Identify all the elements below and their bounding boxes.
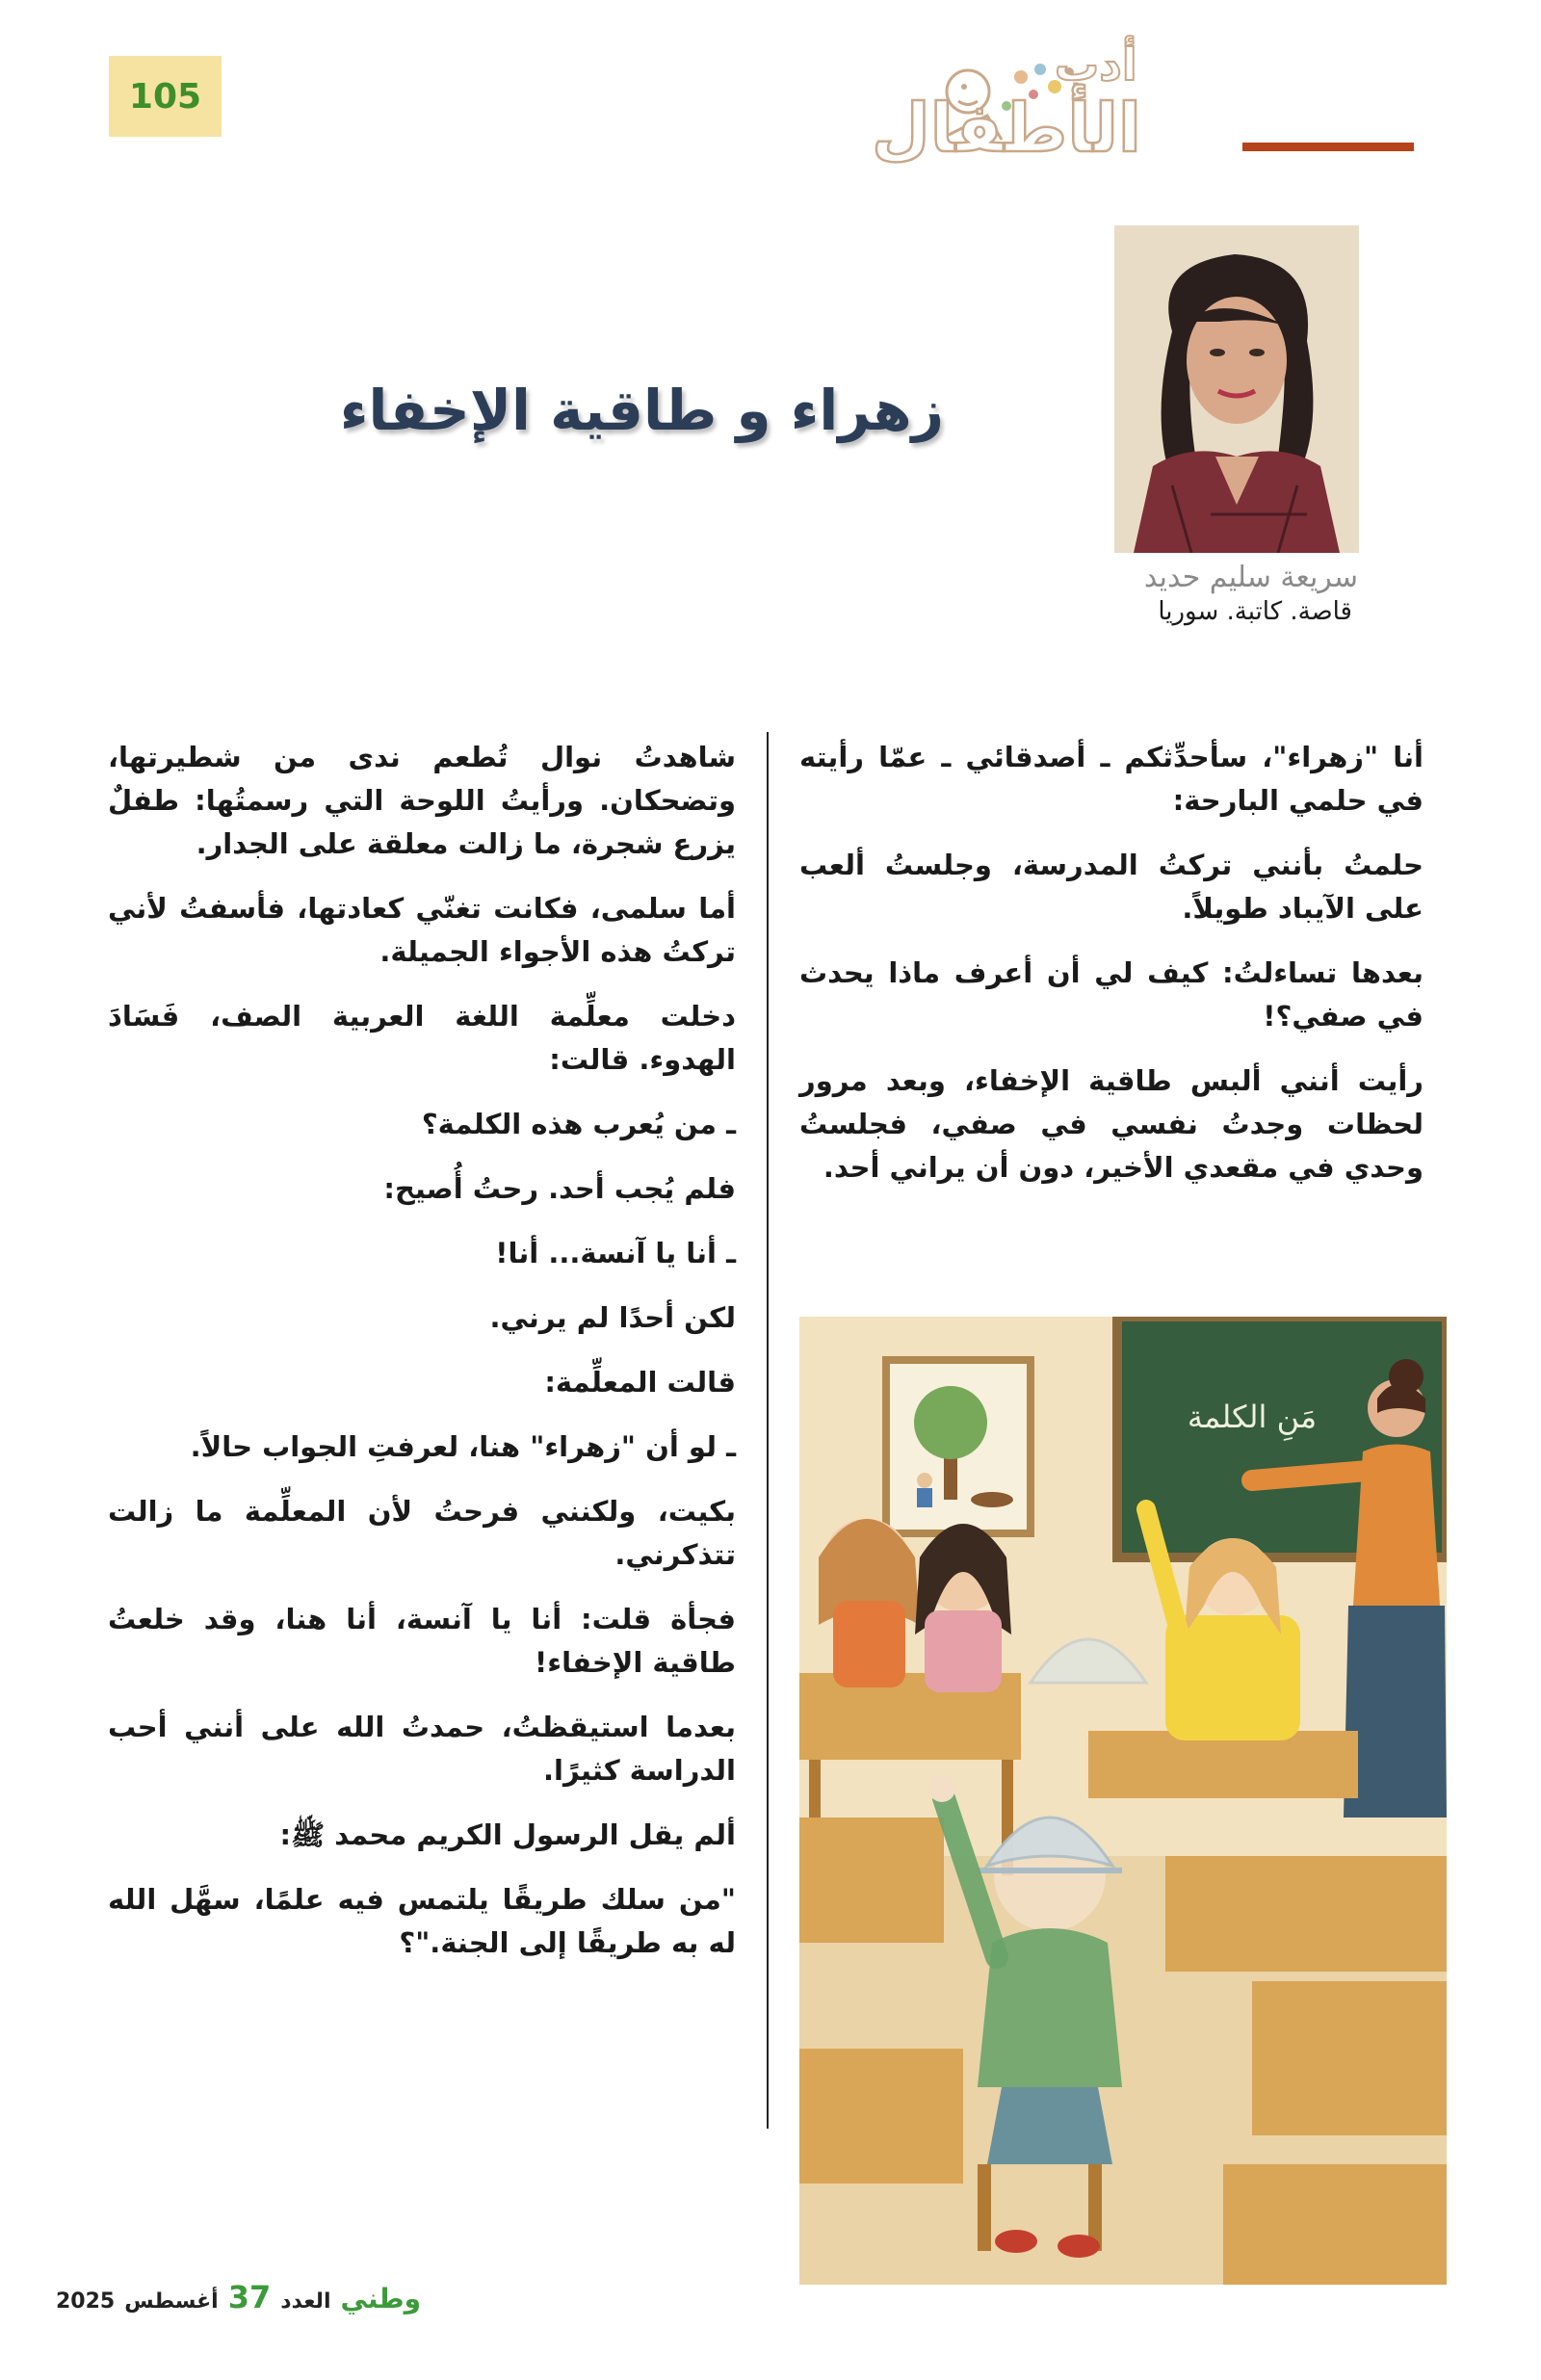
paragraph: قالت المعلِّمة: — [544, 1366, 736, 1399]
section-title-top: أدب — [1055, 39, 1137, 91]
author-name: سريعة سليم حديد — [1143, 561, 1358, 594]
magazine-name: وطني — [340, 2283, 422, 2315]
paragraph: بعدما استيقظتُ، حمدتُ الله على أنني أحب الدراسة كثيرًا. — [108, 1711, 736, 1787]
issue-month: أغسطس — [124, 2289, 219, 2314]
paragraph: أنا "زهراء"، سأحدِّثكم ـ أصدقائي ـ عمّا رأيته في حلمي البارحة: — [799, 741, 1423, 817]
section-underline — [1242, 143, 1414, 151]
article-column-left — [108, 736, 736, 1986]
page-number: 105 — [109, 56, 222, 137]
paragraph: ـ لو أن "زهراء" هنا، لعرفتِ الجواب حالاً. — [190, 1430, 736, 1463]
classroom-illustration — [799, 1317, 1447, 2285]
paragraph: "من سلك طريقًا يلتمس فيه علمًا، سهَّل الله له به طريقًا إلى الجنة."؟ — [108, 1883, 736, 1959]
paragraph: حلمتُ بأنني تركتُ المدرسة، وجلستُ ألعب على الآيباد طويلاً. — [799, 849, 1423, 925]
footer — [56, 2279, 421, 2315]
paragraph: ـ من يُعرب هذه الكلمة؟ — [421, 1108, 736, 1140]
paragraph: فجأة قلت: أنا يا آنسة، أنا هنا، وقد خلعتُ طاقية الإخفاء! — [108, 1603, 736, 1679]
issue-label: العدد — [280, 2289, 331, 2314]
paragraph: بكيت، ولكنني فرحتُ لأن المعلِّمة ما زالت تتذكرني. — [108, 1495, 736, 1571]
paragraph: دخلت معلِّمة اللغة العربية الصف، فَسَادَ الهدوء. قالت: — [108, 1000, 736, 1076]
paragraph: رأيت أنني ألبس طاقية الإخفاء، وبعد مرور لحظات وجدتُ نفسي في صفي، فجلستُ وحدي في مقعدي الأخير، دون أن يراني أحد. — [799, 1064, 1423, 1184]
paragraph: لكن أحدًا لم يرني. — [489, 1301, 736, 1334]
paragraph: بعدها تساءلتُ: كيف لي أن أعرف ماذا يحدث في صفي؟! — [799, 956, 1423, 1033]
article-title: زهراء و طاقية الإخفاء — [339, 378, 944, 443]
paragraph: ألم يقل الرسول الكريم محمد ﷺ: — [279, 1818, 736, 1851]
chalkboard-text: مَنِ الكلمة — [1187, 1399, 1318, 1435]
issue-year: 2025 — [56, 2289, 116, 2314]
author-role: قاصة. كاتبة. سوريا — [1158, 597, 1352, 626]
paragraph: فلم يُجب أحد. رحتُ أُصيح: — [383, 1172, 736, 1205]
paragraph: ـ أنا يا آنسة... أنا! — [495, 1237, 736, 1269]
section-title-main: الأطفال — [872, 89, 1141, 168]
author-photo — [1114, 225, 1359, 553]
article-column-right — [799, 736, 1423, 1211]
paragraph: شاهدتُ نوال تُطعم ندى من شطيرتها، وتضحكان. ورأيتُ اللوحة التي رسمتُها: طفلٌ يزرع شجرة، ما زالت معلقة على الجدار. — [108, 741, 736, 860]
paragraph: أما سلمى، فكانت تغنّي كعادتها، فأسفتُ لأني تركتُ هذه الأجواء الجميلة. — [108, 892, 736, 968]
issue-number: 37 — [227, 2279, 272, 2315]
column-divider — [767, 732, 769, 2129]
